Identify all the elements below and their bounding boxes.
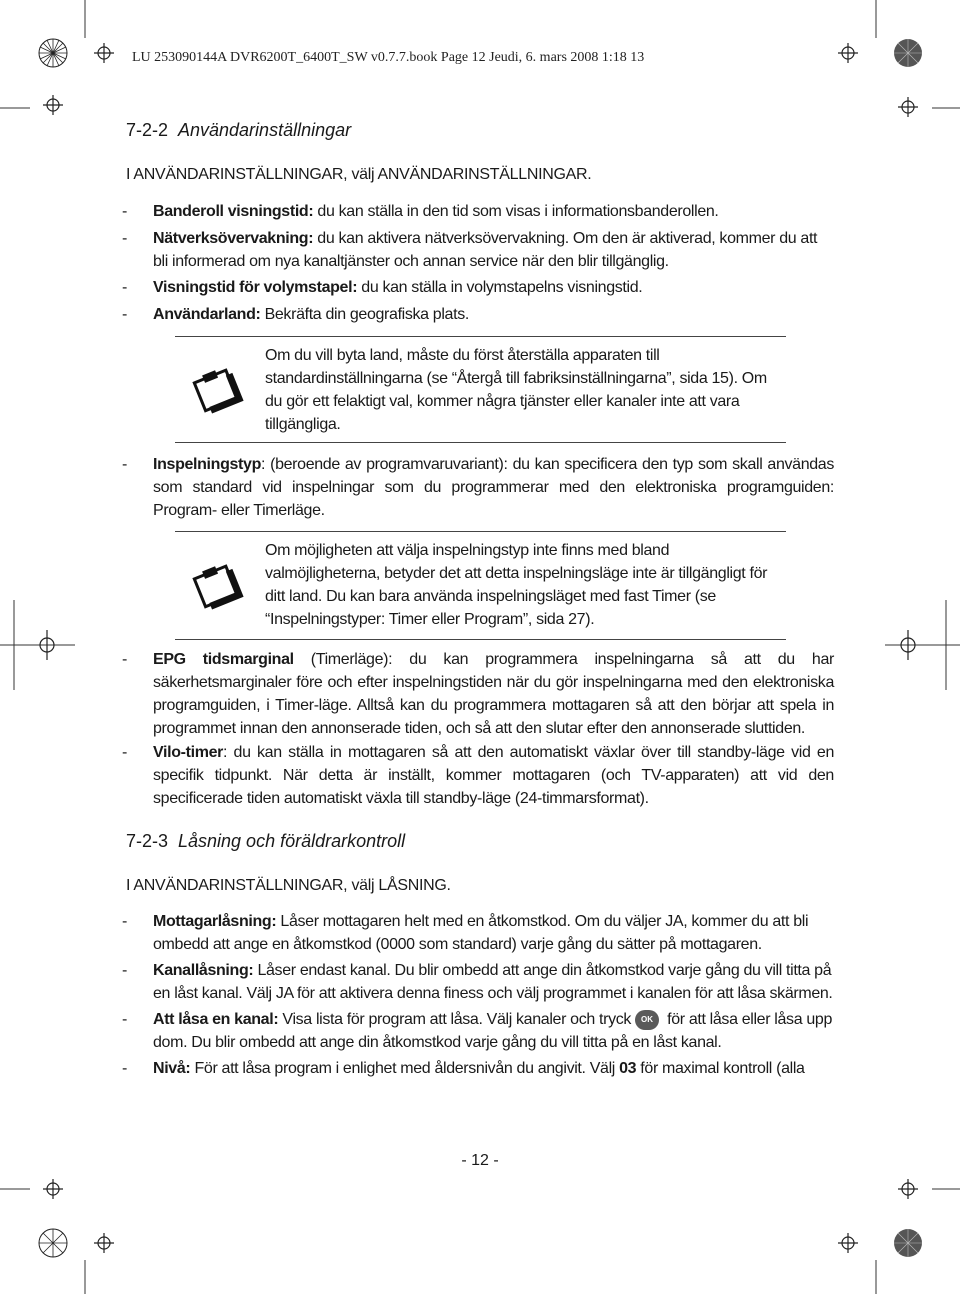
list-item: - Kanallåsning: Låser endast kanal. Du blir ombedd att ange din åtkomstkod varje gång du vill titta på en låst kanal. Välj JA för att aktivera denna finess och välj programmet i kanalen för att låsa skärmen. [122,962,833,1002]
registration-mark-bottom-right [820,1175,960,1294]
item-term: Mottagarlåsning: [153,913,277,930]
item-term: EPG tidsmarginal [153,651,294,668]
list-item: - Att låsa en kanal: Visa lista för program att låsa. Välj kanaler och tryck OK för att låsa eller låsa upp dom. Du blir ombedd att ange din åtkomstkod varje gång du vill titta på en låst kanal. [122,1011,832,1051]
list-item: - Banderoll visningstid: du kan ställa in den tid som visas i informationsbanderollen. [122,203,719,220]
item-text: För att låsa program i enlighet med åldersnivån du angivit. Välj [190,1060,620,1077]
item-term: Nätverksövervakning: [153,230,314,247]
list-item: - Visningstid för volymstapel: du kan ställa in volymstapelns visningstid. [122,279,643,296]
section-heading-locking [126,831,405,852]
note-box [175,531,786,640]
item-text: för att låsa eller låsa upp dom. Du blir ombedd att ange din åtkomstkod varje gång du vill titta på en låst kanal. [153,1011,832,1051]
item-term: Att låsa en kanal: [153,1011,279,1028]
item-text: : du kan ställa in mottagaren så att den automatiskt växlar över till standby-läge vid en specifik tidpunkt. När detta är inställt, kommer mottagaren (och TV-apparaten) att vid den specificerade tiden automatiskt växla till standby-läge (24-timmarsformat). [153,744,834,807]
book-header: LU 253090144A DVR6200T_6400T_SW v0.7.7.book Page 12 Jeudi, 6. mars 2008 1:18 13 [132,50,645,65]
item-value: 03 [619,1060,637,1077]
item-term: Banderoll visningstid: [153,203,314,220]
section-number: 7-2-3 [126,831,169,851]
item-text: Låser mottagaren helt med en åtkomstkod. Om du väljer JA, kommer du att bli ombedd att ange en åtkomstkod (0000 som standard) varje gång du sätter på mottagaren. [153,913,809,953]
list-item: - Nivå: För att låsa program i enlighet med åldersnivån du angivit. Välj 03 för maximal kontroll (alla [122,1060,805,1077]
section-intro: I ANVÄNDARINSTÄLLNINGAR, välj LÅSNING. [126,877,451,894]
registration-mark-bottom-left [0,1175,130,1294]
section-title: Användarinställningar [178,120,352,140]
registration-mark-top-right [820,0,960,160]
item-text: du kan ställa in volymstapelns visningstid. [357,279,643,296]
registration-mark-mid-right [880,600,960,700]
page-number: - 12 - [461,1152,499,1169]
item-term: Nivå: [153,1060,191,1077]
section-title: Låsning och föräldrarkontroll [178,831,406,851]
item-term: Kanallåsning: [153,962,254,979]
section-intro: I ANVÄNDARINSTÄLLNINGAR, välj ANVÄNDARINSTÄLLNINGAR. [126,166,592,183]
item-text: Bekräfta din geografiska plats. [260,306,469,323]
list-item: - EPG tidsmarginal (Timerläge): du kan programmera inspelningarna så att du har säkerhetsmarginaler före och efter inspelningstiden när du gör inspelningarna med den elektroniska programguiden, i Timer-läge. Alltså kan du programmera mottagaren så att den börjar att spela in programmet innan den annonserade tiden, och så att den slutar efter den annonserade sluttiden. [122,651,834,737]
item-term: Användarland: [153,306,261,323]
list-item: - Vilo-timer: du kan ställa in mottagaren så att den automatiskt växlar över till standby-läge vid en specifik tidpunkt. När detta är inställt, kommer mottagaren (och TV-apparaten) att vid den specificerade tiden automatiskt växla till standby-läge (24-timmarsformat). [122,744,834,807]
item-term: Vilo-timer [153,744,224,761]
list-item: - Nätverksövervakning: du kan aktivera nätverksövervakning. Om den är aktiverad, kommer du att bli informerad om nya kanaltjänster och annan service när den blir tillgänglig. [122,230,818,270]
list-item: - Inspelningstyp: (beroende av programvaruvariant): du kan specificera den typ som skall användas som standard vid inspelningar som du programmerar med den elektroniska programguiden: Program- eller Timerläge. [122,456,834,519]
registration-mark-top-left [0,0,130,160]
item-text: : (beroende av programvaruvariant): du kan specificera den typ som skall användas som standard vid inspelningar som du programmerar med den elektroniska programguiden: Program- eller Timerläge. [153,456,834,519]
item-text: Låser endast kanal. Du blir ombedd att ange din åtkomstkod varje gång du vill titta på en låst kanal. Välj JA för att aktivera denna finess och välj programmet i kanalen för att låsa skärmen. [153,962,833,1002]
item-text: du kan aktivera nätverksövervakning. Om den är aktiverad, kommer du att bli informerad om nya kanaltjänster och annan service när den blir tillgänglig. [153,230,818,270]
notepad-icon [187,557,247,613]
note-text: Om du vill byta land, måste du först återställa apparaten till standardinställningarna (se “Återgå till fabriksinställningarna”, sida 15). Om du gör ett felaktigt val, kommer några tjänster eller kanaler inte att vara tillgängliga. [265,347,767,433]
note-text: Om möjligheten att välja inspelningstyp inte finns med bland valmöjligheterna, betyder det att detta inspelningsläge inte är tillgängligt för ditt land. Du kan bara använda inspelningsläget med fast Timer (se “Inspelningstyper: Timer eller Program”, sida 27). [265,542,768,628]
section-number: 7-2-2 [126,120,169,140]
item-term: Visningstid för volymstapel: [153,279,358,296]
item-text: (Timerläge): du kan programmera inspelningarna så att du har säkerhetsmarginaler före och efter inspelningstiden när du gör inspelningarna med den elektroniska programguiden, i Timer-läge. Alltså kan du programmera mottagaren så att den börjar att spela in programmet innan den annonserade tiden, och så att den slutar efter den annonserade sluttiden. [153,651,834,737]
item-text: för maximal kontroll (alla [636,1060,805,1077]
ok-button-icon: OK [635,1010,659,1030]
item-term: Inspelningstyp [153,456,261,473]
item-text: du kan ställa in den tid som visas i informationsbanderollen. [313,203,719,220]
notepad-icon [187,361,247,417]
registration-mark-mid-left [0,600,80,700]
list-item: - Mottagarlåsning: Låser mottagaren helt med en åtkomstkod. Om du väljer JA, kommer du att bli ombedd att ange en åtkomstkod (0000 som standard) varje gång du sätter på mottagaren. [122,913,809,953]
item-text: Visa lista för program att låsa. Välj kanaler och tryck [278,1011,632,1028]
list-item: - Användarland: Bekräfta din geografiska plats. [122,306,469,323]
section-heading-user-settings [126,120,351,141]
note-box [175,336,786,443]
